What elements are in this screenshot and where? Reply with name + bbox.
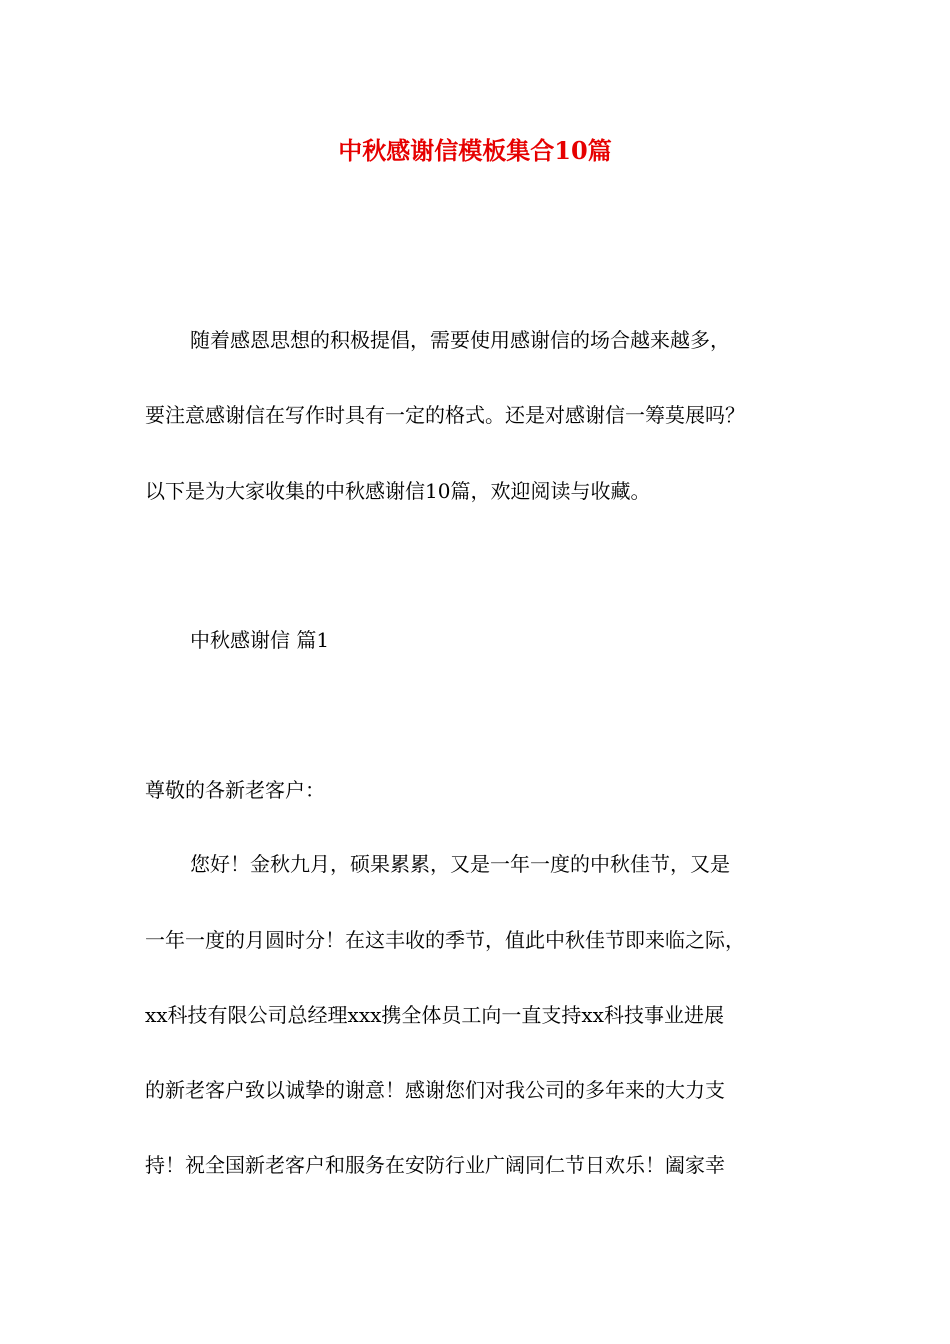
body-line-5: 持！祝全国新老客户和服务在安防行业广阔同仁节日欢乐！阖家幸 — [145, 1153, 725, 1177]
body-line-2: 一年一度的月圆时分！在这丰收的季节，值此中秋佳节即来临之际， — [145, 928, 745, 952]
section-heading: 中秋感谢信 篇1 — [190, 628, 330, 652]
document-title: 中秋感谢信模板集合10篇 — [338, 136, 612, 165]
intro-line-1: 随着感恩思想的积极提倡，需要使用感谢信的场合越来越多， — [190, 328, 730, 352]
body-line-4: 的新老客户致以诚挚的谢意！感谢您们对我公司的多年来的大力支 — [145, 1078, 725, 1102]
body-line-1: 您好！金秋九月，硕果累累，又是一年一度的中秋佳节，又是 — [190, 852, 730, 876]
salutation: 尊敬的各新老客户： — [145, 778, 325, 802]
intro-line-3: 以下是为大家收集的中秋感谢信10篇，欢迎阅读与收藏。 — [145, 479, 651, 503]
body-line-3: xx科技有限公司总经理xxx携全体员工向一直支持xx科技事业进展 — [145, 1003, 724, 1027]
intro-line-2: 要注意感谢信在写作时具有一定的格式。还是对感谢信一筹莫展吗？ — [145, 403, 745, 427]
